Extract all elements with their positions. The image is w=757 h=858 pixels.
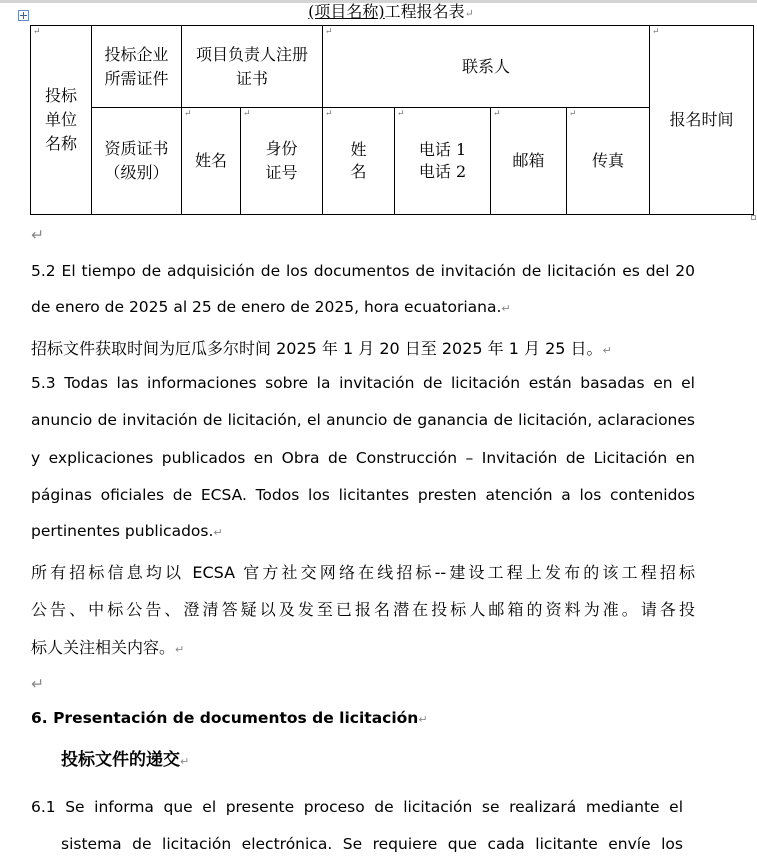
para-5-3-zh-line1: 所有招标信息均以 ECSA 官方社交网络在线招标--建设工程上发布的该工程招标 bbox=[31, 563, 695, 582]
registration-table bbox=[30, 25, 754, 215]
empty-paragraph-mark-2: ↵ bbox=[31, 675, 44, 693]
para-5-3-es-line2: anuncio de invitación de licitación, el anuncio de ganancia de licitación, aclaraciones bbox=[31, 411, 695, 429]
contact-phone1-label: 电话 1 bbox=[418, 140, 467, 159]
pm-name-label: 姓名 bbox=[194, 151, 227, 170]
required-certs-label: 投标企业所需证件 bbox=[104, 44, 169, 88]
form-title: (项目名称)工程报名表↵ bbox=[308, 2, 474, 21]
cell-project-manager[interactable] bbox=[182, 26, 323, 108]
para-5-3-zh-line3: 标人关注相关内容。↵ bbox=[31, 638, 185, 657]
contact-label: 联系人 bbox=[462, 56, 511, 76]
para-5-2-zh: 招标文件获取时间为厄瓜多尔时间 2025 年 1 月 20 日至 2025 年 1 月 25 日。↵ bbox=[31, 339, 612, 358]
pm-id-label: 身份证号 bbox=[265, 139, 298, 182]
para-6-1-line2: sistema de licitación electrónica. Se requiere que cada licitante envíe los bbox=[61, 835, 683, 853]
cell-pm-id[interactable]: ↵ 身份证号 bbox=[241, 108, 323, 215]
para-5-2-es-line1: 5.2 El tiempo de adquisición de los documentos de invitación de licitación es del 20 bbox=[31, 262, 695, 280]
title-suffix: 工程报名表 bbox=[384, 2, 465, 21]
table-resize-handle[interactable] bbox=[751, 215, 756, 220]
contact-phone2-label: 电话 2 bbox=[418, 162, 467, 181]
cell-contact-phone[interactable]: ↵ 电话 1 电话 2 bbox=[395, 108, 491, 215]
qualification-cert-label: 资质证书（级别） bbox=[104, 139, 169, 182]
heading-6-zh: 投标文件的递交↵ bbox=[61, 750, 190, 770]
para-5-3-zh-line2: 公告、中标公告、澄清答疑以及发至已报名潜在投标人邮箱的资料为准。请各投 bbox=[31, 600, 695, 619]
cell-reg-time[interactable]: ↵ 报名时间 bbox=[650, 26, 754, 215]
bidder-name-label: 投标单位名称 bbox=[44, 86, 77, 153]
cell-contact-email[interactable]: ↵ 邮箱 bbox=[491, 108, 567, 215]
para-5-3-es-line4: páginas oficiales de ECSA. Todos los licitantes presten atención a los contenidos bbox=[31, 486, 695, 504]
cell-contact-fax[interactable]: ↵ 传真 bbox=[567, 108, 650, 215]
para-5-3-es-line1: 5.3 Todas las informaciones sobre la invitación de licitación están basadas en el bbox=[31, 374, 695, 392]
cell-bidder-name[interactable]: ↵ 投标单位名称 bbox=[31, 26, 92, 215]
contact-name-label: 姓名 bbox=[350, 140, 367, 181]
contact-email-label: 邮箱 bbox=[512, 151, 545, 170]
empty-paragraph-mark: ↵ bbox=[31, 226, 44, 244]
table-move-handle-icon[interactable] bbox=[18, 10, 29, 21]
cell-pm-name[interactable]: ↵ 姓名 bbox=[182, 108, 241, 215]
cell-contact-name[interactable]: ↵ 姓名 bbox=[323, 108, 395, 215]
para-6-1-line1: 6.1 Se informa que el presente proceso de licitación se realizará mediante el bbox=[31, 798, 683, 816]
cell-required-certs[interactable] bbox=[92, 26, 182, 108]
para-5-2-es-line2: de enero de 2025 al 25 de enero de 2025, hora ecuatoriana.↵ bbox=[31, 298, 511, 316]
cell-contact[interactable]: ↵ 联系人 bbox=[323, 26, 650, 108]
project-manager-label: 项目负责人注册证书 bbox=[195, 44, 308, 88]
cell-qualification-cert[interactable] bbox=[92, 108, 182, 215]
para-5-3-es-line3: y explicaciones publicados en Obra de Construcción – Invitación de Licitación en bbox=[31, 449, 695, 467]
para-5-3-es-line5: pertinentes publicados.↵ bbox=[31, 522, 223, 540]
reg-time-label: 报名时间 bbox=[669, 110, 734, 129]
title-project-name: (项目名称) bbox=[308, 2, 385, 21]
heading-6-es: 6. Presentación de documentos de licitación↵ bbox=[31, 709, 428, 727]
contact-fax-label: 传真 bbox=[592, 151, 625, 170]
